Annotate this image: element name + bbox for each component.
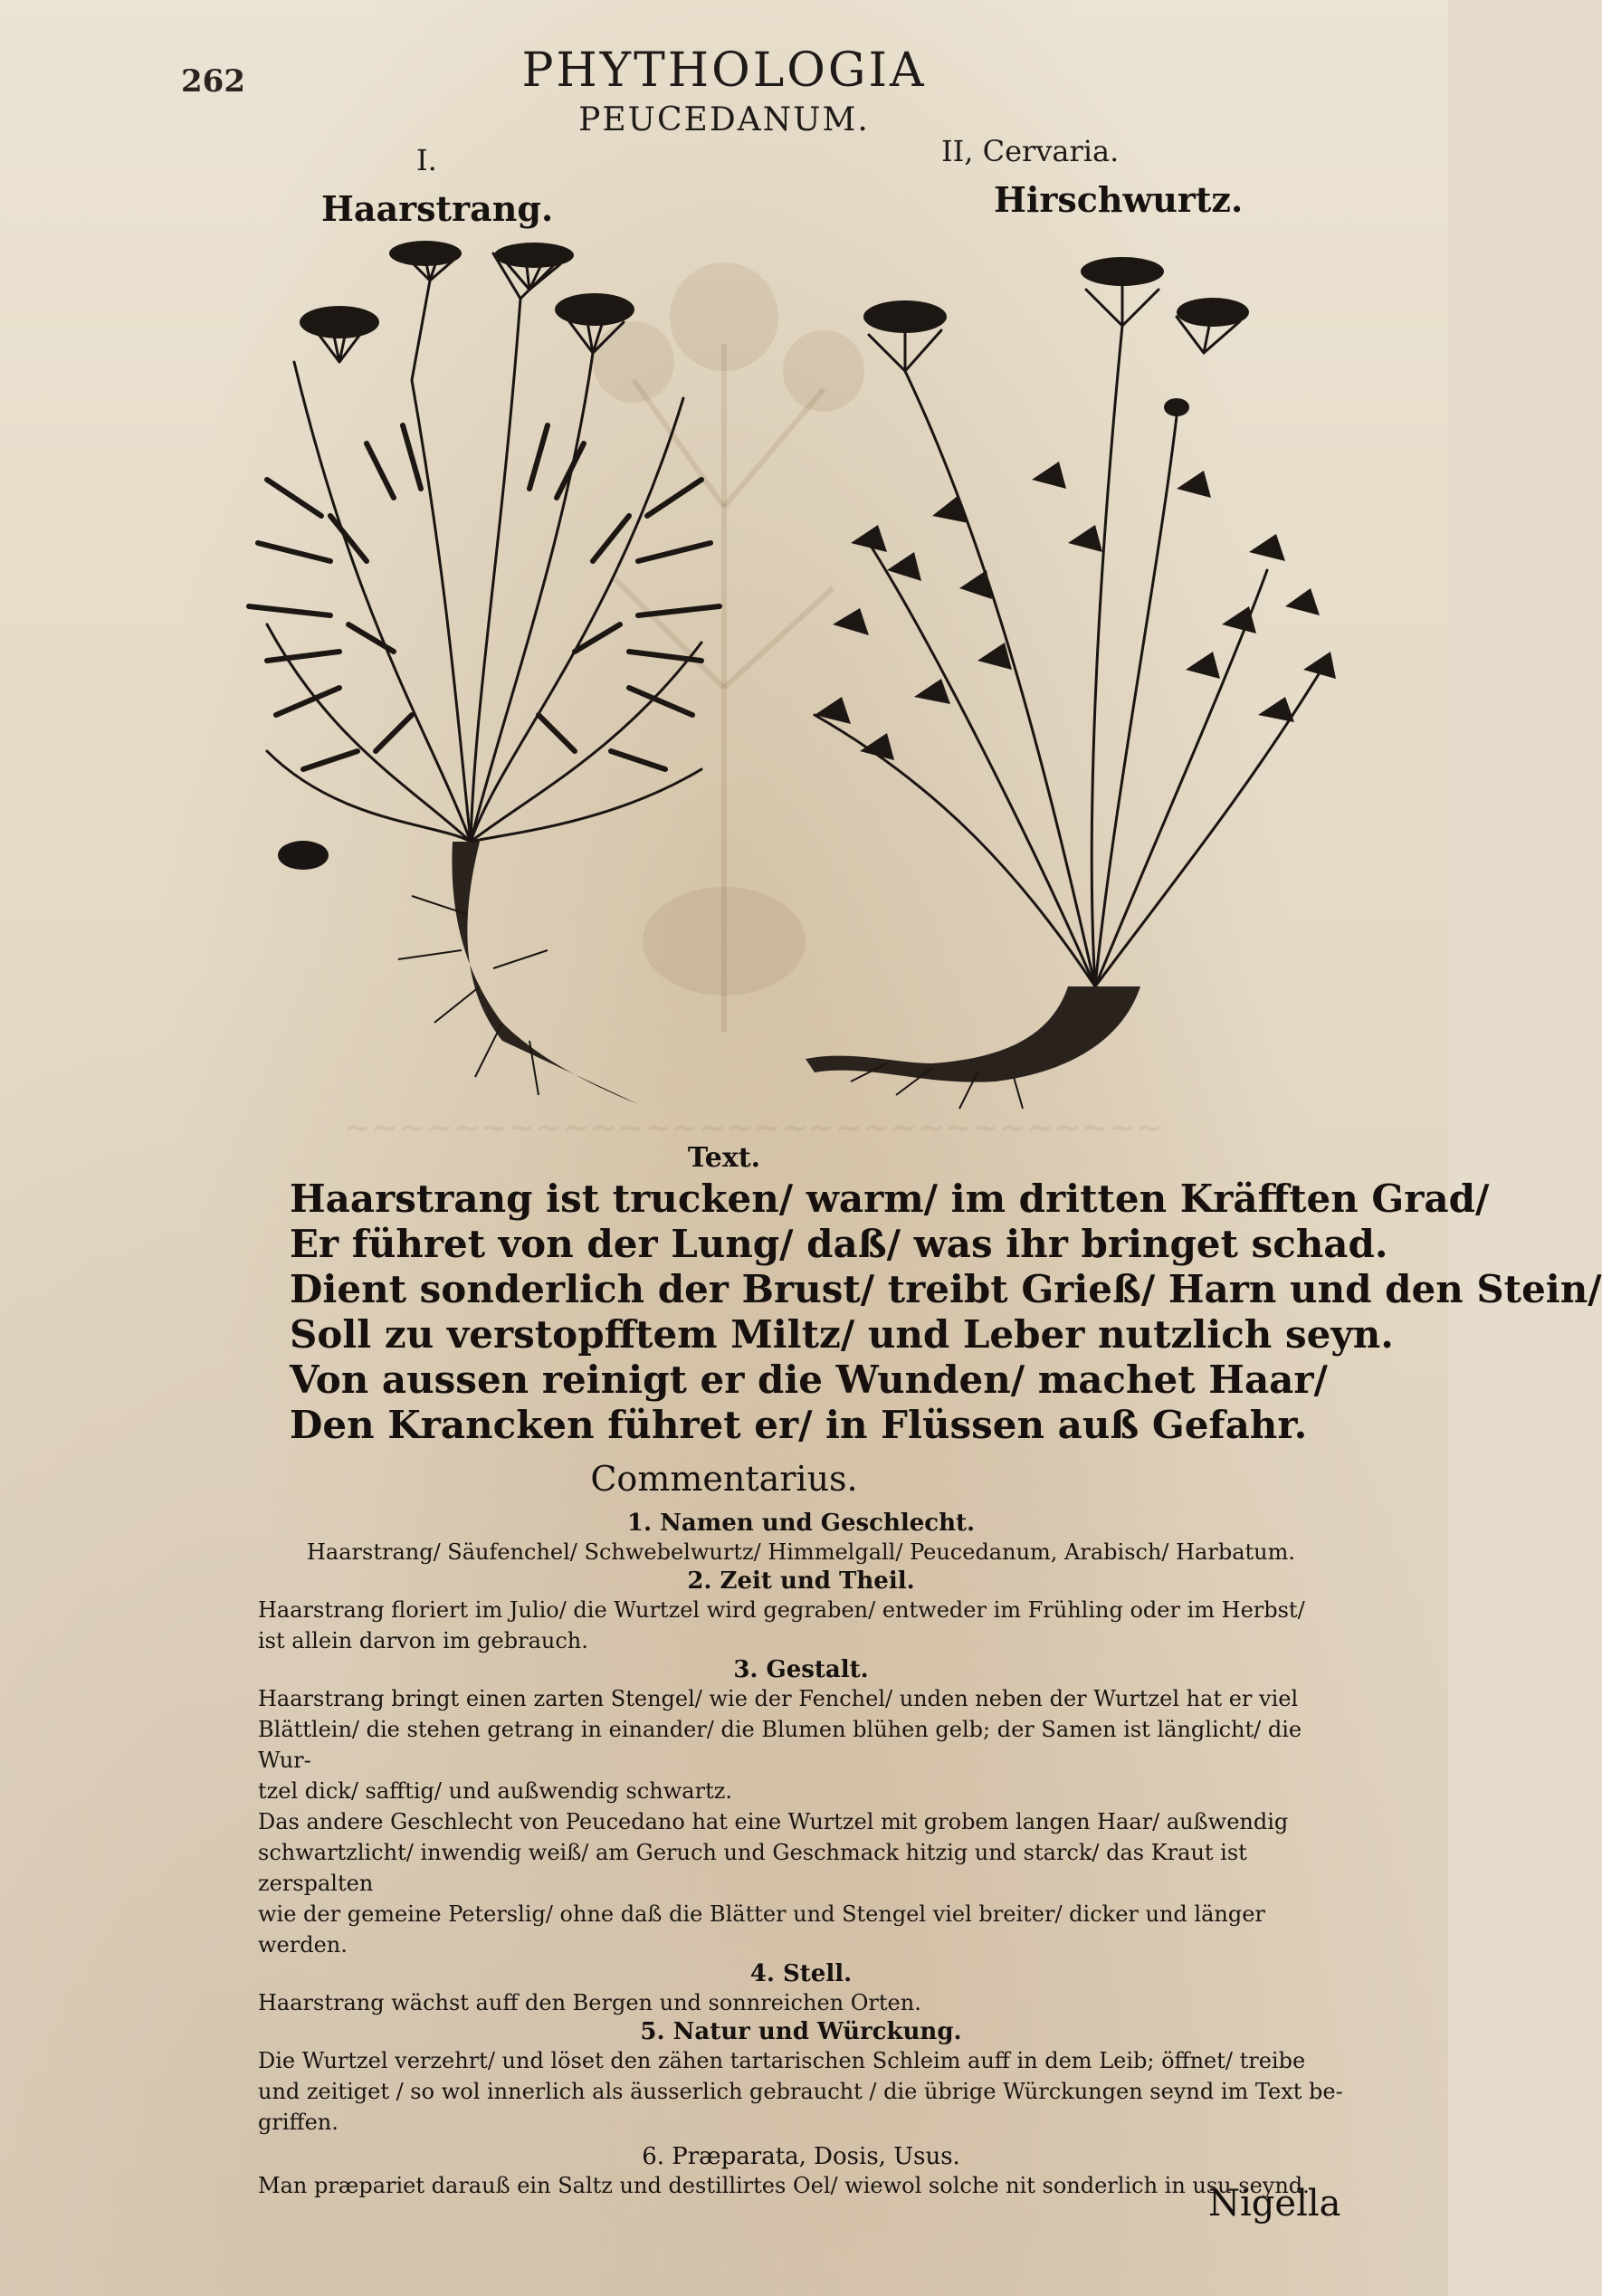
section-text: tzel dick/ safftig/ und außwendig schwartz. — [258, 1778, 733, 1804]
verse-heading: Text. — [687, 1142, 761, 1174]
page-title: PHYTHOLOGIA — [521, 43, 927, 98]
verse-line: Von aussen reinigt er die Wunden/ machet Haar/ — [290, 1358, 1328, 1402]
page-number: 262 — [181, 63, 245, 100]
section-title: 2. Zeit und Theil. — [687, 1567, 915, 1595]
section-text: Haarstrang wächst auff den Bergen und sonnreichen Orten. — [258, 1990, 921, 2015]
verse-line: Haarstrang ist trucken/ warm/ im dritten Kräfften Grad/ — [290, 1177, 1490, 1221]
section-text: Blättlein/ die stehen getrang in einander/ die Blumen blühen gelb; der Samen ist länglicht/ die Wur- — [258, 1717, 1302, 1773]
commentary-body — [258, 1510, 1344, 2201]
figure-1-numeral: I. — [416, 143, 437, 177]
section-text: Haarstrang/ Säufenchel/ Schwebelwurtz/ Himmelgall/ Peucedanum, Arabisch/ Harbatum. — [306, 1539, 1295, 1565]
bleed-through-text: ~~~~~~~~~~~~~~~~~~~~~~~~~~~~~~ — [344, 1109, 1163, 1147]
catchword: Nigella — [1208, 2183, 1341, 2225]
section-text: Das andere Geschlecht von Peucedano hat eine Wurtzel mit grobem langen Haar/ außwendig — [258, 1809, 1289, 1834]
section-text: ist allein darvon im gebrauch. — [258, 1628, 588, 1653]
plant-illustration-haarstrang — [231, 244, 738, 1113]
section-text: schwartzlicht/ inwendig weiß/ am Geruch und Geschmack hitzig und starck/ das Kraut ist zerspalten — [258, 1840, 1247, 1896]
verse-line: Soll zu verstopfftem Miltz/ und Leber nutzlich seyn. — [290, 1312, 1394, 1357]
section-title: 4. Stell. — [749, 1960, 853, 1987]
section-title: 5. Natur und Würckung. — [640, 2018, 962, 2045]
section-text: Haarstrang floriert im Julio/ die Wurtzel wird gegraben/ entweder im Frühling oder im Herbst/ — [258, 1597, 1305, 1623]
section-text: Die Wurtzel verzehrt/ und löset den zähen tartarischen Schleim auff in dem Leib; öffnet/ treibe — [258, 2048, 1306, 2073]
verse-line: Den Krancken führet er/ in Flüssen auß Gefahr. — [290, 1403, 1308, 1447]
verse-line: Dient sonderlich der Brust/ treibt Grieß/ Harn und den Stein/ — [290, 1267, 1602, 1311]
figure-1-name: Haarstrang. — [321, 188, 554, 229]
figure-2-name: Hirschwurtz. — [994, 179, 1244, 220]
verse-block — [290, 1177, 1602, 1448]
section-title: 3. Gestalt. — [733, 1656, 869, 1683]
page-subtitle: PEUCEDANUM. — [578, 101, 870, 138]
verse-line: Er führet von der Lung/ daß/ was ihr bringet schad. — [290, 1222, 1388, 1266]
section-text: griffen. — [258, 2110, 339, 2135]
section-text: Haarstrang bringt einen zarten Stengel/ wie der Fenchel/ unden neben der Wurtzel hat er viel — [258, 1686, 1299, 1711]
section-text: Man præpariet darauß ein Saltz und destillirtes Oel/ wiewol solche nit sonderlich in usu seynd. — [258, 2173, 1310, 2198]
figure-2-numeral: II, Cervaria. — [941, 134, 1120, 168]
section-title: 6. Præparata, Dosis, Usus. — [642, 2143, 960, 2170]
commentary-heading: Commentarius. — [590, 1459, 858, 1499]
section-text: und zeitiget / so wol innerlich als äusserlich gebraucht / die übrige Würckungen seynd im Text be- — [258, 2079, 1343, 2104]
section-title: 1. Namen und Geschlecht. — [626, 1510, 976, 1537]
plant-illustration-hirschwurtz — [796, 244, 1340, 1113]
section-text: wie der gemeine Peterslig/ ohne daß die Blätter und Stengel viel breiter/ dicker und länger werden. — [258, 1901, 1265, 1958]
